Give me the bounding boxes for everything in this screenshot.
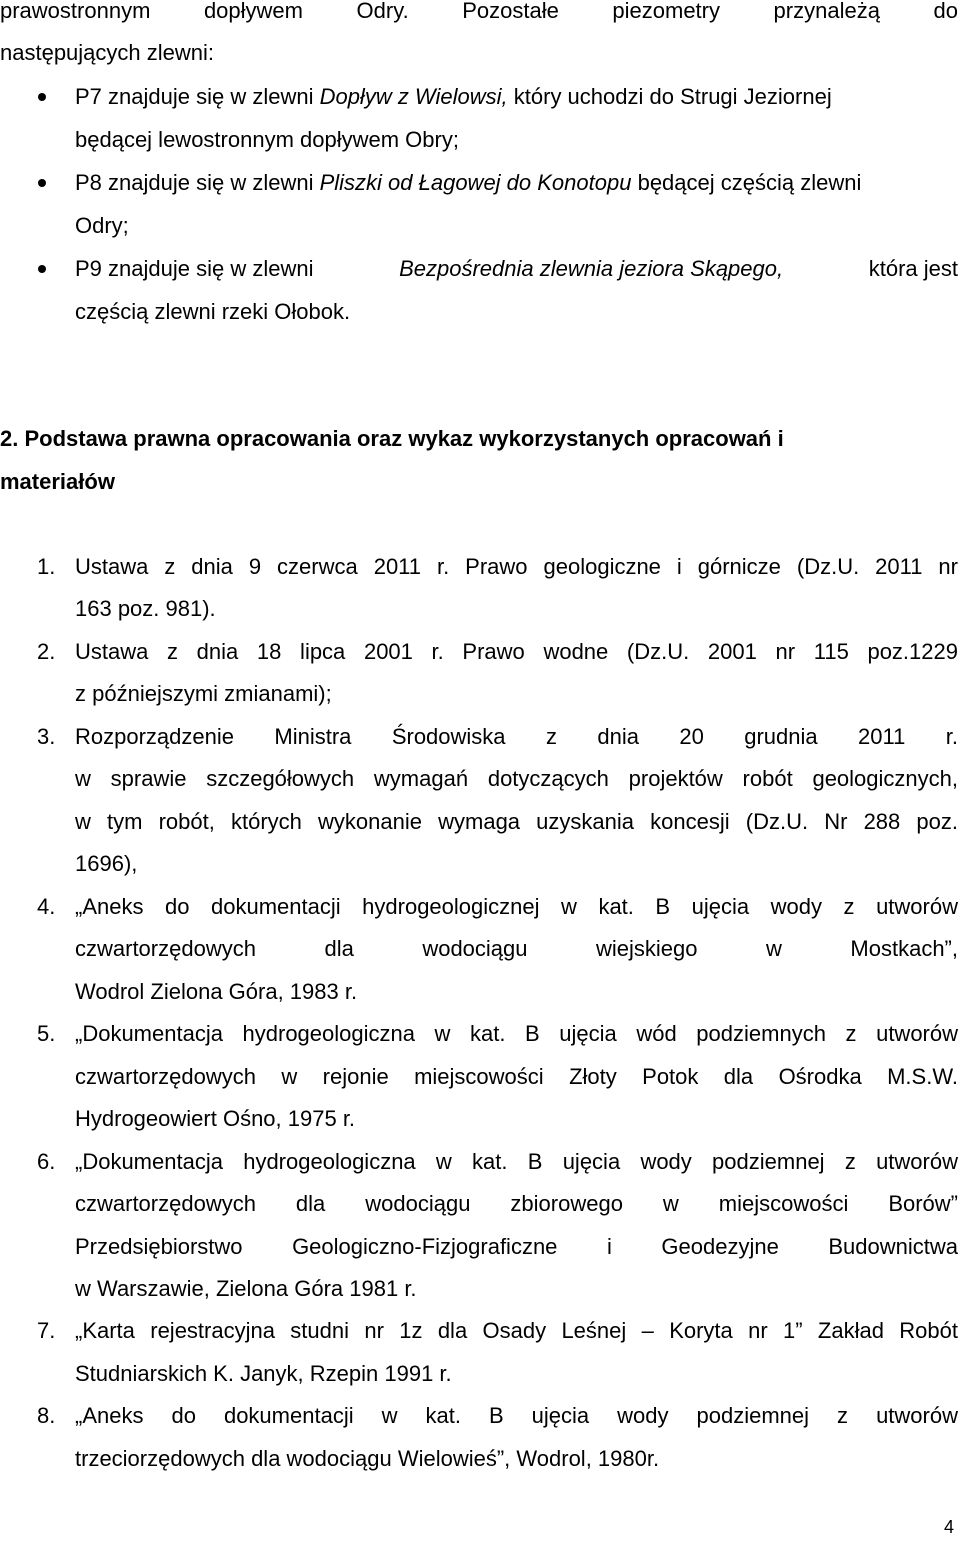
- intro-word: Odry.: [356, 0, 409, 23]
- ref-line: „Aneks do dokumentacji w kat. B ujęcia wody podziemnej z utworów: [75, 1403, 958, 1428]
- bullet-line: [75, 168, 861, 198]
- ref-number: 3.: [37, 724, 56, 749]
- intro-word: piezometry: [612, 0, 720, 23]
- bullet-line: [75, 254, 958, 284]
- ref-line: Hydrogeowiert Ośno, 1975 r.: [75, 1106, 356, 1131]
- bullet-text: która jest: [868, 256, 958, 281]
- section-heading: 2. Podstawa prawna opracowania oraz wykaz wykorzystanych opracowań i: [0, 426, 784, 451]
- intro-word: przynależą: [773, 0, 880, 23]
- ref-line: w Warszawie, Zielona Góra 1981 r.: [75, 1276, 417, 1301]
- bullet-italic-text: Pliszki od Łagowej do Konotopu: [319, 170, 632, 195]
- bullet-icon: [38, 93, 46, 101]
- intro-word: prawostronnym: [0, 0, 151, 23]
- ref-line: Ustawa z dnia 18 lipca 2001 r. Prawo wodne (Dz.U. 2001 nr 115 poz.1229: [75, 639, 958, 664]
- ref-line: w tym robót, których wykonanie wymaga uzyskania koncesji (Dz.U. Nr 288 poz.: [75, 809, 958, 834]
- page-number: 4: [944, 1517, 955, 1537]
- ref-line: Studniarskich K. Janyk, Rzepin 1991 r.: [75, 1361, 452, 1386]
- bullet-line: częścią zlewni rzeki Ołobok.: [75, 299, 351, 324]
- ref-line: Wodrol Zielona Góra, 1983 r.: [75, 979, 358, 1004]
- ref-number: 6.: [37, 1149, 56, 1174]
- ref-line: 1696),: [75, 851, 138, 876]
- intro-word: Pozostałe: [462, 0, 559, 23]
- ref-line: „Dokumentacja hydrogeologiczna w kat. B ujęcia wody podziemnej z utworów: [75, 1149, 958, 1174]
- intro-word: do: [933, 0, 958, 23]
- ref-number: 2.: [37, 639, 56, 664]
- section-heading: materiałów: [0, 469, 115, 494]
- ref-number: 5.: [37, 1021, 56, 1046]
- ref-number: 8.: [37, 1403, 56, 1428]
- ref-number: 7.: [37, 1318, 56, 1343]
- ref-line: w sprawie szczegółowych wymagań dotyczących projektów robót geologicznych,: [75, 766, 958, 791]
- ref-line: czwartorzędowych w rejonie miejscowości Złoty Potok dla Ośrodka M.S.W.: [75, 1064, 958, 1089]
- ref-line: „Dokumentacja hydrogeologiczna w kat. B ujęcia wód podziemnych z utworów: [75, 1021, 958, 1046]
- bullet-text: P8 znajduje się w zlewni: [75, 170, 320, 195]
- bullet-text: P7 znajduje się w zlewni: [75, 84, 320, 109]
- bullet-italic-text: Dopływ z Wielowsi,: [319, 84, 508, 109]
- ref-number: 1.: [37, 554, 56, 579]
- bullet-line: [75, 82, 832, 112]
- ref-line: czwartorzędowych dla wodociągu zbiorowego w miejscowości Borów”: [75, 1191, 958, 1216]
- ref-line: czwartorzędowych dla wodociągu wiejskiego w Mostkach”,: [75, 936, 958, 961]
- ref-line: trzeciorzędowych dla wodociągu Wielowieś”, Wodrol, 1980r.: [75, 1446, 660, 1471]
- ref-line: z późniejszymi zmianami);: [75, 681, 332, 706]
- bullet-text: który uchodzi do Strugi Jeziornej: [507, 84, 832, 109]
- ref-line: Przedsiębiorstwo Geologiczno-Fizjograficzne i Geodezyjne Budownictwa: [75, 1234, 958, 1259]
- ref-line: Ustawa z dnia 9 czerwca 2011 r. Prawo geologiczne i górnicze (Dz.U. 2011 nr: [75, 554, 958, 579]
- bullet-icon: [38, 265, 46, 273]
- bullet-icon: [38, 179, 46, 187]
- bullet-italic-text: Bezpośrednia zlewnia jeziora Skąpego,: [399, 256, 784, 281]
- ref-line: „Aneks do dokumentacji hydrogeologicznej w kat. B ujęcia wody z utworów: [75, 894, 958, 919]
- bullet-text: P9 znajduje się w zlewni: [75, 256, 314, 281]
- ref-line: „Karta rejestracyjna studni nr 1z dla Osady Leśnej – Koryta nr 1” Zakład Robót: [75, 1318, 958, 1343]
- intro-line-2: następujących zlewni:: [0, 40, 215, 65]
- ref-line: Rozporządzenie Ministra Środowiska z dnia 20 grudnia 2011 r.: [75, 724, 958, 749]
- bullet-line: będącej lewostronnym dopływem Obry;: [75, 127, 459, 152]
- intro-word: dopływem: [203, 0, 303, 23]
- bullet-text: będącej częścią zlewni: [631, 170, 862, 195]
- ref-line: 163 poz. 981).: [75, 596, 216, 621]
- intro-line-1: [0, 0, 958, 26]
- bullet-line: Odry;: [75, 213, 129, 238]
- ref-number: 4.: [37, 894, 56, 919]
